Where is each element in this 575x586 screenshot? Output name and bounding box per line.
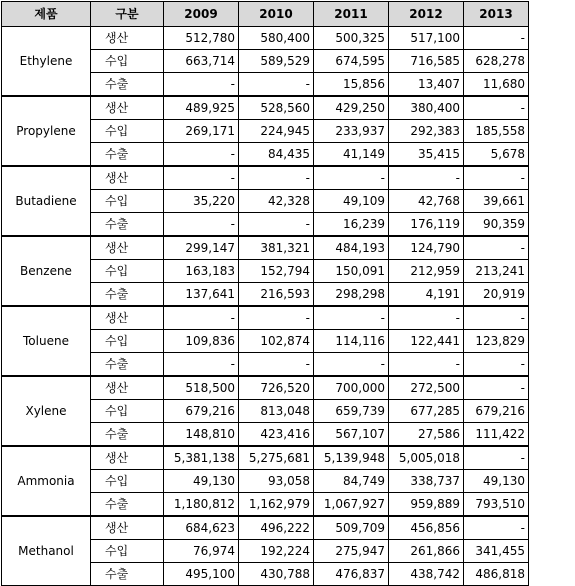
value-cell: 122,441 — [389, 330, 464, 353]
value-cell: - — [239, 213, 314, 237]
category-cell: 수출 — [91, 353, 164, 377]
table-row — [2, 27, 529, 50]
value-cell: 299,147 — [164, 236, 239, 260]
value-cell: 111,422 — [464, 423, 529, 447]
value-cell: 192,224 — [239, 540, 314, 563]
value-cell: - — [239, 166, 314, 190]
product-name: Xylene — [2, 376, 91, 446]
value-cell: 35,415 — [389, 143, 464, 167]
value-cell: 716,585 — [389, 50, 464, 73]
value-cell: 429,250 — [314, 96, 389, 120]
petrochemical-table — [1, 1, 529, 586]
value-cell: 212,959 — [389, 260, 464, 283]
value-cell: 380,400 — [389, 96, 464, 120]
product-name: Benzene — [2, 236, 91, 306]
table-row — [2, 236, 529, 260]
value-cell: 589,529 — [239, 50, 314, 73]
value-cell: 679,216 — [464, 400, 529, 423]
value-cell: 476,837 — [314, 563, 389, 586]
value-cell: - — [164, 353, 239, 377]
value-cell: 216,593 — [239, 283, 314, 307]
value-cell: 76,974 — [164, 540, 239, 563]
value-cell: 1,067,927 — [314, 493, 389, 517]
table-row — [2, 306, 529, 330]
header-category: 구분 — [91, 2, 164, 27]
category-cell: 생산 — [91, 96, 164, 120]
value-cell: 152,794 — [239, 260, 314, 283]
product-name: Propylene — [2, 96, 91, 166]
value-cell: - — [389, 353, 464, 377]
table-row — [2, 376, 529, 400]
value-cell: - — [164, 166, 239, 190]
value-cell: 496,222 — [239, 516, 314, 540]
value-cell: - — [389, 306, 464, 330]
value-cell: 261,866 — [389, 540, 464, 563]
value-cell: 726,520 — [239, 376, 314, 400]
product-name: Methanol — [2, 516, 91, 586]
value-cell: 213,241 — [464, 260, 529, 283]
value-cell: 123,829 — [464, 330, 529, 353]
category-cell: 수입 — [91, 470, 164, 493]
table-row — [2, 446, 529, 470]
header-year: 2010 — [239, 2, 314, 27]
table-wrapper — [1, 1, 529, 586]
value-cell: 5,005,018 — [389, 446, 464, 470]
value-cell: 15,856 — [314, 73, 389, 97]
table-row — [2, 96, 529, 120]
value-cell: 49,109 — [314, 190, 389, 213]
value-cell: - — [464, 446, 529, 470]
category-cell: 수출 — [91, 563, 164, 586]
value-cell: 5,275,681 — [239, 446, 314, 470]
category-cell: 수출 — [91, 423, 164, 447]
value-cell: 272,500 — [389, 376, 464, 400]
value-cell: 114,116 — [314, 330, 389, 353]
value-cell: 84,749 — [314, 470, 389, 493]
value-cell: - — [389, 166, 464, 190]
value-cell: - — [239, 353, 314, 377]
value-cell: 5,678 — [464, 143, 529, 167]
value-cell: 163,183 — [164, 260, 239, 283]
value-cell: 5,139,948 — [314, 446, 389, 470]
value-cell: 486,818 — [464, 563, 529, 586]
value-cell: 659,739 — [314, 400, 389, 423]
value-cell: 185,558 — [464, 120, 529, 143]
value-cell: 509,709 — [314, 516, 389, 540]
value-cell: 90,359 — [464, 213, 529, 237]
category-cell: 수출 — [91, 213, 164, 237]
value-cell: 500,325 — [314, 27, 389, 50]
value-cell: 41,149 — [314, 143, 389, 167]
value-cell: 109,836 — [164, 330, 239, 353]
value-cell: 663,714 — [164, 50, 239, 73]
value-cell: 580,400 — [239, 27, 314, 50]
table-row — [2, 166, 529, 190]
category-cell: 생산 — [91, 376, 164, 400]
value-cell: 813,048 — [239, 400, 314, 423]
value-cell: 959,889 — [389, 493, 464, 517]
value-cell: 11,680 — [464, 73, 529, 97]
value-cell: - — [164, 73, 239, 97]
category-cell: 수입 — [91, 120, 164, 143]
category-cell: 수입 — [91, 330, 164, 353]
value-cell: - — [464, 306, 529, 330]
value-cell: 137,641 — [164, 283, 239, 307]
value-cell: 233,937 — [314, 120, 389, 143]
category-cell: 수출 — [91, 143, 164, 167]
value-cell: 489,925 — [164, 96, 239, 120]
value-cell: 674,595 — [314, 50, 389, 73]
category-cell: 수입 — [91, 50, 164, 73]
product-name: Toluene — [2, 306, 91, 376]
value-cell: 438,742 — [389, 563, 464, 586]
value-cell: 20,919 — [464, 283, 529, 307]
value-cell: 93,058 — [239, 470, 314, 493]
product-name: Butadiene — [2, 166, 91, 236]
category-cell: 수입 — [91, 190, 164, 213]
value-cell: 495,100 — [164, 563, 239, 586]
value-cell: 49,130 — [464, 470, 529, 493]
header-product: 제품 — [2, 2, 91, 27]
category-cell: 수입 — [91, 260, 164, 283]
value-cell: 793,510 — [464, 493, 529, 517]
category-cell: 생산 — [91, 236, 164, 260]
category-cell: 생산 — [91, 306, 164, 330]
value-cell: 338,737 — [389, 470, 464, 493]
value-cell: 16,239 — [314, 213, 389, 237]
value-cell: 269,171 — [164, 120, 239, 143]
header-year: 2009 — [164, 2, 239, 27]
value-cell: - — [464, 96, 529, 120]
value-cell: 423,416 — [239, 423, 314, 447]
header-year: 2013 — [464, 2, 529, 27]
value-cell: 49,130 — [164, 470, 239, 493]
value-cell: 148,810 — [164, 423, 239, 447]
value-cell: 1,180,812 — [164, 493, 239, 517]
value-cell: 517,100 — [389, 27, 464, 50]
table-row — [2, 516, 529, 540]
category-cell: 수출 — [91, 283, 164, 307]
value-cell: - — [314, 306, 389, 330]
value-cell: 684,623 — [164, 516, 239, 540]
value-cell: 567,107 — [314, 423, 389, 447]
header-year: 2011 — [314, 2, 389, 27]
category-cell: 생산 — [91, 27, 164, 50]
category-cell: 수입 — [91, 540, 164, 563]
value-cell: 102,874 — [239, 330, 314, 353]
header-year: 2012 — [389, 2, 464, 27]
value-cell: 35,220 — [164, 190, 239, 213]
value-cell: 430,788 — [239, 563, 314, 586]
value-cell: - — [464, 516, 529, 540]
value-cell: 176,119 — [389, 213, 464, 237]
table-header — [2, 2, 529, 27]
value-cell: - — [239, 73, 314, 97]
value-cell: 13,407 — [389, 73, 464, 97]
value-cell: 1,162,979 — [239, 493, 314, 517]
category-cell: 수출 — [91, 73, 164, 97]
product-name: Ammonia — [2, 446, 91, 516]
value-cell: - — [314, 166, 389, 190]
header-row — [2, 2, 529, 27]
value-cell: 677,285 — [389, 400, 464, 423]
value-cell: 42,328 — [239, 190, 314, 213]
value-cell: 381,321 — [239, 236, 314, 260]
value-cell: 484,193 — [314, 236, 389, 260]
value-cell: 341,455 — [464, 540, 529, 563]
value-cell: - — [464, 166, 529, 190]
value-cell: - — [239, 306, 314, 330]
value-cell: 298,298 — [314, 283, 389, 307]
category-cell: 수입 — [91, 400, 164, 423]
value-cell: - — [464, 376, 529, 400]
value-cell: 27,586 — [389, 423, 464, 447]
value-cell: 124,790 — [389, 236, 464, 260]
value-cell: 42,768 — [389, 190, 464, 213]
value-cell: 5,381,138 — [164, 446, 239, 470]
value-cell: 518,500 — [164, 376, 239, 400]
value-cell: 679,216 — [164, 400, 239, 423]
category-cell: 생산 — [91, 166, 164, 190]
product-name: Ethylene — [2, 27, 91, 97]
value-cell: - — [314, 353, 389, 377]
value-cell: - — [464, 27, 529, 50]
value-cell: - — [164, 143, 239, 167]
value-cell: 628,278 — [464, 50, 529, 73]
value-cell: 292,383 — [389, 120, 464, 143]
category-cell: 생산 — [91, 516, 164, 540]
value-cell: 456,856 — [389, 516, 464, 540]
value-cell: - — [464, 236, 529, 260]
table-body — [2, 27, 529, 586]
value-cell: 700,000 — [314, 376, 389, 400]
value-cell: 150,091 — [314, 260, 389, 283]
value-cell: - — [164, 306, 239, 330]
value-cell: 512,780 — [164, 27, 239, 50]
value-cell: 84,435 — [239, 143, 314, 167]
value-cell: 39,661 — [464, 190, 529, 213]
value-cell: 275,947 — [314, 540, 389, 563]
value-cell: 528,560 — [239, 96, 314, 120]
category-cell: 수출 — [91, 493, 164, 517]
value-cell: 4,191 — [389, 283, 464, 307]
value-cell: 224,945 — [239, 120, 314, 143]
value-cell: - — [164, 213, 239, 237]
category-cell: 생산 — [91, 446, 164, 470]
value-cell: - — [464, 353, 529, 377]
